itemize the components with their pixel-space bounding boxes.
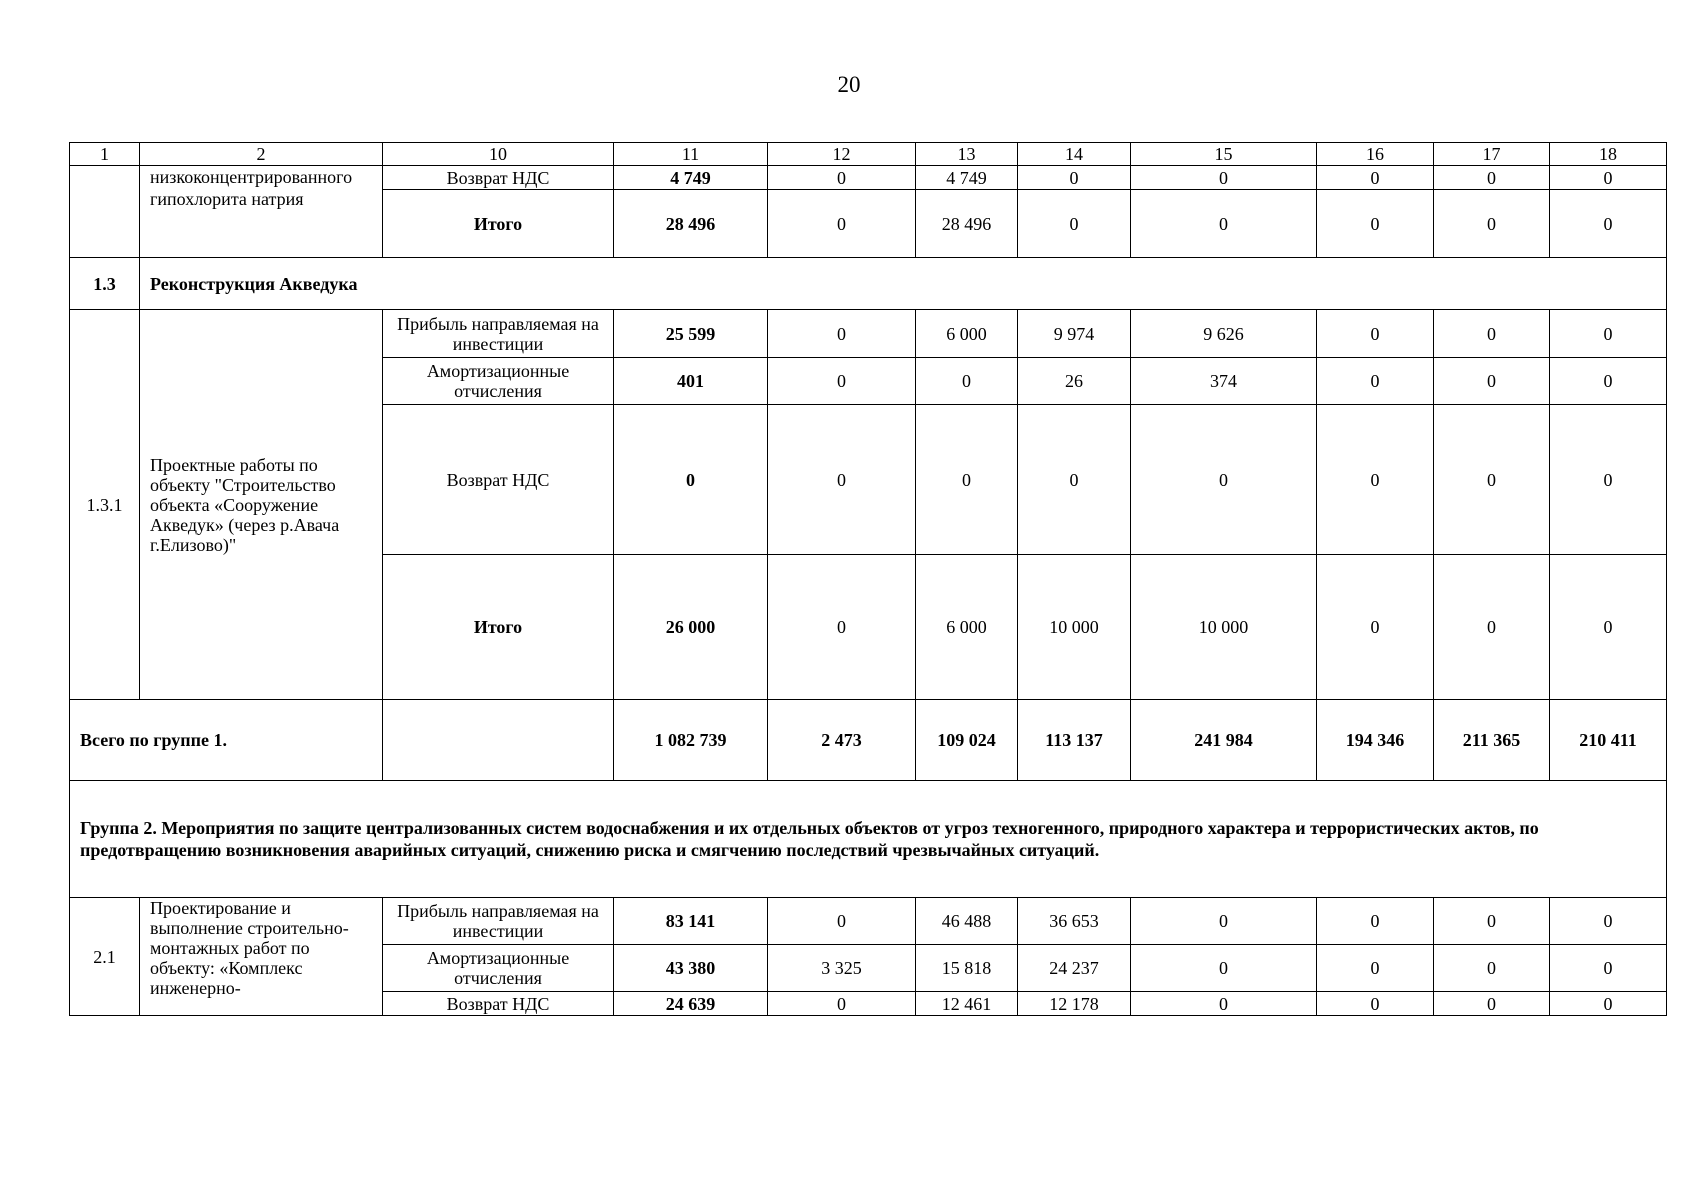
cell-value: 0	[1550, 358, 1667, 405]
cell-value: 0	[768, 555, 916, 700]
cell-value: 0	[1550, 898, 1667, 945]
cell-value: 26	[1018, 358, 1131, 405]
section-title: Реконструкция Акведука	[140, 258, 1667, 310]
cell-value: 0	[1317, 945, 1434, 992]
funding-source: Амортизационные отчисления	[383, 945, 614, 992]
cell-value: 0	[1434, 166, 1550, 190]
column-number: 2	[140, 143, 383, 166]
cell-value: 0	[1317, 992, 1434, 1016]
cell-value: 0	[1550, 190, 1667, 258]
row-total: 83 141	[614, 898, 768, 945]
item-number: 1.3.1	[70, 310, 140, 700]
cell-value: 0	[768, 310, 916, 358]
cell-value: 3 325	[768, 945, 916, 992]
cell-value: 24 237	[1018, 945, 1131, 992]
cell-value: 10 000	[1131, 555, 1317, 700]
column-number: 17	[1434, 143, 1550, 166]
cell-value: 0	[916, 358, 1018, 405]
cell-value: 0	[1131, 945, 1317, 992]
row-total: 1 082 739	[614, 700, 768, 781]
cell-value: 0	[1317, 190, 1434, 258]
cell-value: 0	[1317, 555, 1434, 700]
cell-value: 113 137	[1018, 700, 1131, 781]
group-heading-row	[70, 781, 1667, 898]
cell-value: 15 818	[916, 945, 1018, 992]
cell-value: 0	[1434, 898, 1550, 945]
column-number: 15	[1131, 143, 1317, 166]
cell-value: 0	[1434, 945, 1550, 992]
row-total: 0	[614, 405, 768, 555]
funding-source: Возврат НДС	[383, 405, 614, 555]
item-name: Проектирование и выполнение строительно-монтажных работ по объекту: «Комплекс инженерно-	[140, 898, 383, 1016]
cell-value: 36 653	[1018, 898, 1131, 945]
row-total: 25 599	[614, 310, 768, 358]
cell-value: 28 496	[916, 190, 1018, 258]
cell-value: 0	[1434, 310, 1550, 358]
item-number: 2.1	[70, 898, 140, 1016]
cell-value: 2 473	[768, 700, 916, 781]
cell-value: 0	[768, 358, 916, 405]
cell-value: 0	[1018, 166, 1131, 190]
column-number: 13	[916, 143, 1018, 166]
cell-value: 0	[1434, 405, 1550, 555]
cell-value: 0	[916, 405, 1018, 555]
cell-value: 0	[768, 898, 916, 945]
cell-value: 0	[1434, 555, 1550, 700]
cell-value: 12 461	[916, 992, 1018, 1016]
row-total: 24 639	[614, 992, 768, 1016]
cell-value: 0	[768, 992, 916, 1016]
cell-value: 0	[1131, 190, 1317, 258]
row-total: 28 496	[614, 190, 768, 258]
cell-value: 109 024	[916, 700, 1018, 781]
cell-value: 12 178	[1018, 992, 1131, 1016]
cell-value: 210 411	[1550, 700, 1667, 781]
cell-value: 0	[1317, 405, 1434, 555]
column-number: 16	[1317, 143, 1434, 166]
cell-value: 0	[1317, 310, 1434, 358]
cell-value: 0	[768, 166, 916, 190]
item-name: низкоконцентрированного гипохлорита натрия	[140, 166, 383, 258]
cell-value: 0	[1550, 992, 1667, 1016]
cell-value: 0	[1131, 166, 1317, 190]
page-number: 20	[837, 72, 861, 97]
column-number: 11	[614, 143, 768, 166]
cell-value: 0	[1018, 405, 1131, 555]
cell-value: 0	[1550, 555, 1667, 700]
cell-value: 9 974	[1018, 310, 1131, 358]
column-number: 1	[70, 143, 140, 166]
cell-value: 9 626	[1131, 310, 1317, 358]
cell-value: 0	[1434, 992, 1550, 1016]
cell-value: 0	[1317, 898, 1434, 945]
cell-value: 0	[1317, 358, 1434, 405]
cell-value: 0	[1434, 358, 1550, 405]
funding-source: Прибыль направляемая на инвестиции	[383, 898, 614, 945]
cell-value: 0	[1550, 405, 1667, 555]
cell-value: 0	[1131, 405, 1317, 555]
cell-value: 0	[1018, 190, 1131, 258]
cell-value: 211 365	[1434, 700, 1550, 781]
funding-source: Возврат НДС	[383, 992, 614, 1016]
cell-value: 0	[1550, 166, 1667, 190]
cell-value: 0	[1550, 945, 1667, 992]
section-number: 1.3	[70, 258, 140, 310]
cell-value: 6 000	[916, 555, 1018, 700]
table-row	[70, 310, 1667, 358]
cell-value: 10 000	[1018, 555, 1131, 700]
column-number: 14	[1018, 143, 1131, 166]
cell-value: 0	[768, 405, 916, 555]
column-numbers-row	[70, 143, 1667, 166]
column-number: 18	[1550, 143, 1667, 166]
funding-source: Возврат НДС	[383, 166, 614, 190]
cell-value: 0	[1317, 166, 1434, 190]
group-title: Группа 2. Мероприятия по защите централизованных систем водоснабжения и их отдельных объектов от угроз техногенного, природного характера и террористических актов, по предотвращению возникновения аварийных ситуаций, снижению риска и смягчению последствий чрезвычайных ситуаций.	[70, 781, 1667, 898]
investment-table	[69, 142, 1667, 1016]
column-number: 10	[383, 143, 614, 166]
cell-value: 0	[768, 190, 916, 258]
cell-value: 6 000	[916, 310, 1018, 358]
cell-value: 374	[1131, 358, 1317, 405]
column-number: 12	[768, 143, 916, 166]
cell-value: 46 488	[916, 898, 1018, 945]
group-total-row	[70, 700, 1667, 781]
table-row	[70, 898, 1667, 945]
section-row	[70, 258, 1667, 310]
cell-value: 0	[1131, 992, 1317, 1016]
funding-source-total: Итого	[383, 190, 614, 258]
row-total: 26 000	[614, 555, 768, 700]
cell-value: 4 749	[916, 166, 1018, 190]
cell-value: 0	[1434, 190, 1550, 258]
cell-value: 0	[1550, 310, 1667, 358]
cell-value: 194 346	[1317, 700, 1434, 781]
cell-value: 241 984	[1131, 700, 1317, 781]
item-number	[70, 166, 140, 258]
cell-value: 0	[1131, 898, 1317, 945]
funding-source: Амортизационные отчисления	[383, 358, 614, 405]
row-total: 43 380	[614, 945, 768, 992]
funding-source: Прибыль направляемая на инвестиции	[383, 310, 614, 358]
row-total: 401	[614, 358, 768, 405]
row-total: 4 749	[614, 166, 768, 190]
item-name: Проектные работы по объекту "Строительство объекта «Сооружение Акведук» (через р.Авача г.Елизово)"	[140, 310, 383, 700]
table-row	[70, 166, 1667, 190]
group-total-label: Всего по группе 1.	[70, 700, 383, 781]
funding-source	[383, 700, 614, 781]
funding-source-total: Итого	[383, 555, 614, 700]
